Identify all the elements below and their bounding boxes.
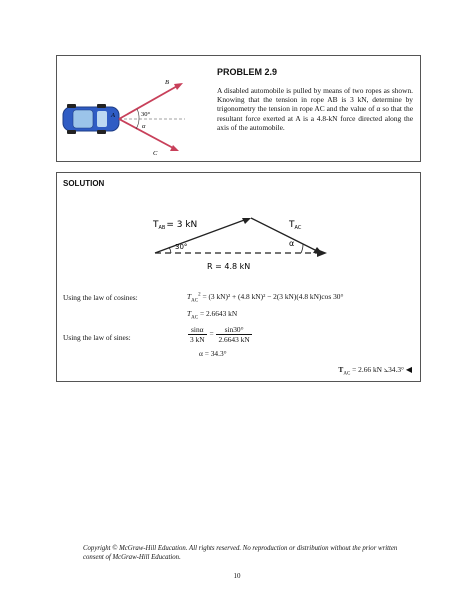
law-of-cosines-label: Using the law of cosines: (63, 293, 138, 302)
equation-alpha: α = 34.3° (199, 349, 227, 358)
law-of-sines-label: Using the law of sines: (63, 333, 131, 342)
problem-box (56, 55, 421, 162)
equation-cosines: $T_{AC}^2 = (3$ kN)² + (4.8 kN)² − 2(3 kN)(4.8 kN)cos 30° (187, 292, 344, 304)
label-c: C (153, 150, 158, 157)
force-triangle-sketch (151, 213, 331, 277)
label-b: B (165, 79, 169, 86)
problem-title: PROBLEM 2.9 (217, 67, 278, 77)
equation-sines: $\frac{\sin\alpha}{3 kN}$ = $\frac{\sin 30^\circ}{2.6643 kN}$ (190, 325, 250, 344)
equation-tac-value: $T_{AC} = 2.6643$ kN (187, 309, 238, 321)
sketch-alpha: α (289, 239, 295, 248)
copyright-footer: Copyright © McGraw-Hill Education. All rights reserved. No reproduction or distribution without the prior written consent of McGraw-Hill Education. (83, 545, 398, 561)
sketch-tab-label: $T_{AB}= 3$ kN (153, 220, 198, 231)
label-a: A (111, 112, 115, 119)
sketch-angle-30: 30° (175, 243, 188, 251)
solution-title: SOLUTION (63, 179, 105, 188)
final-answer: $T_{AC} = 2.66$ kN ⦣34.3° ◀ (338, 365, 412, 377)
label-30deg: 30° (141, 111, 151, 118)
problem-text: A disabled automobile is pulled by means of two ropes as shown. Knowing that the tension in rope AB is 3 kN, determine by trigonometry the tension in rope AC and the value of α so that the resultant force exerted at A is a 4.8-kN force directed along the axis of the automobile. (217, 86, 413, 132)
sketch-tac-label: $T_{AC}$ (289, 220, 302, 231)
angle-direction-icon: ⦣ (383, 365, 389, 374)
car-figure (61, 59, 196, 159)
sketch-r-label: R = 4.8 kN (207, 262, 251, 271)
answer-marker-icon: ◀ (405, 365, 412, 374)
solution-box (56, 172, 421, 382)
label-alpha: α (142, 123, 146, 130)
page-number: 10 (233, 572, 241, 580)
